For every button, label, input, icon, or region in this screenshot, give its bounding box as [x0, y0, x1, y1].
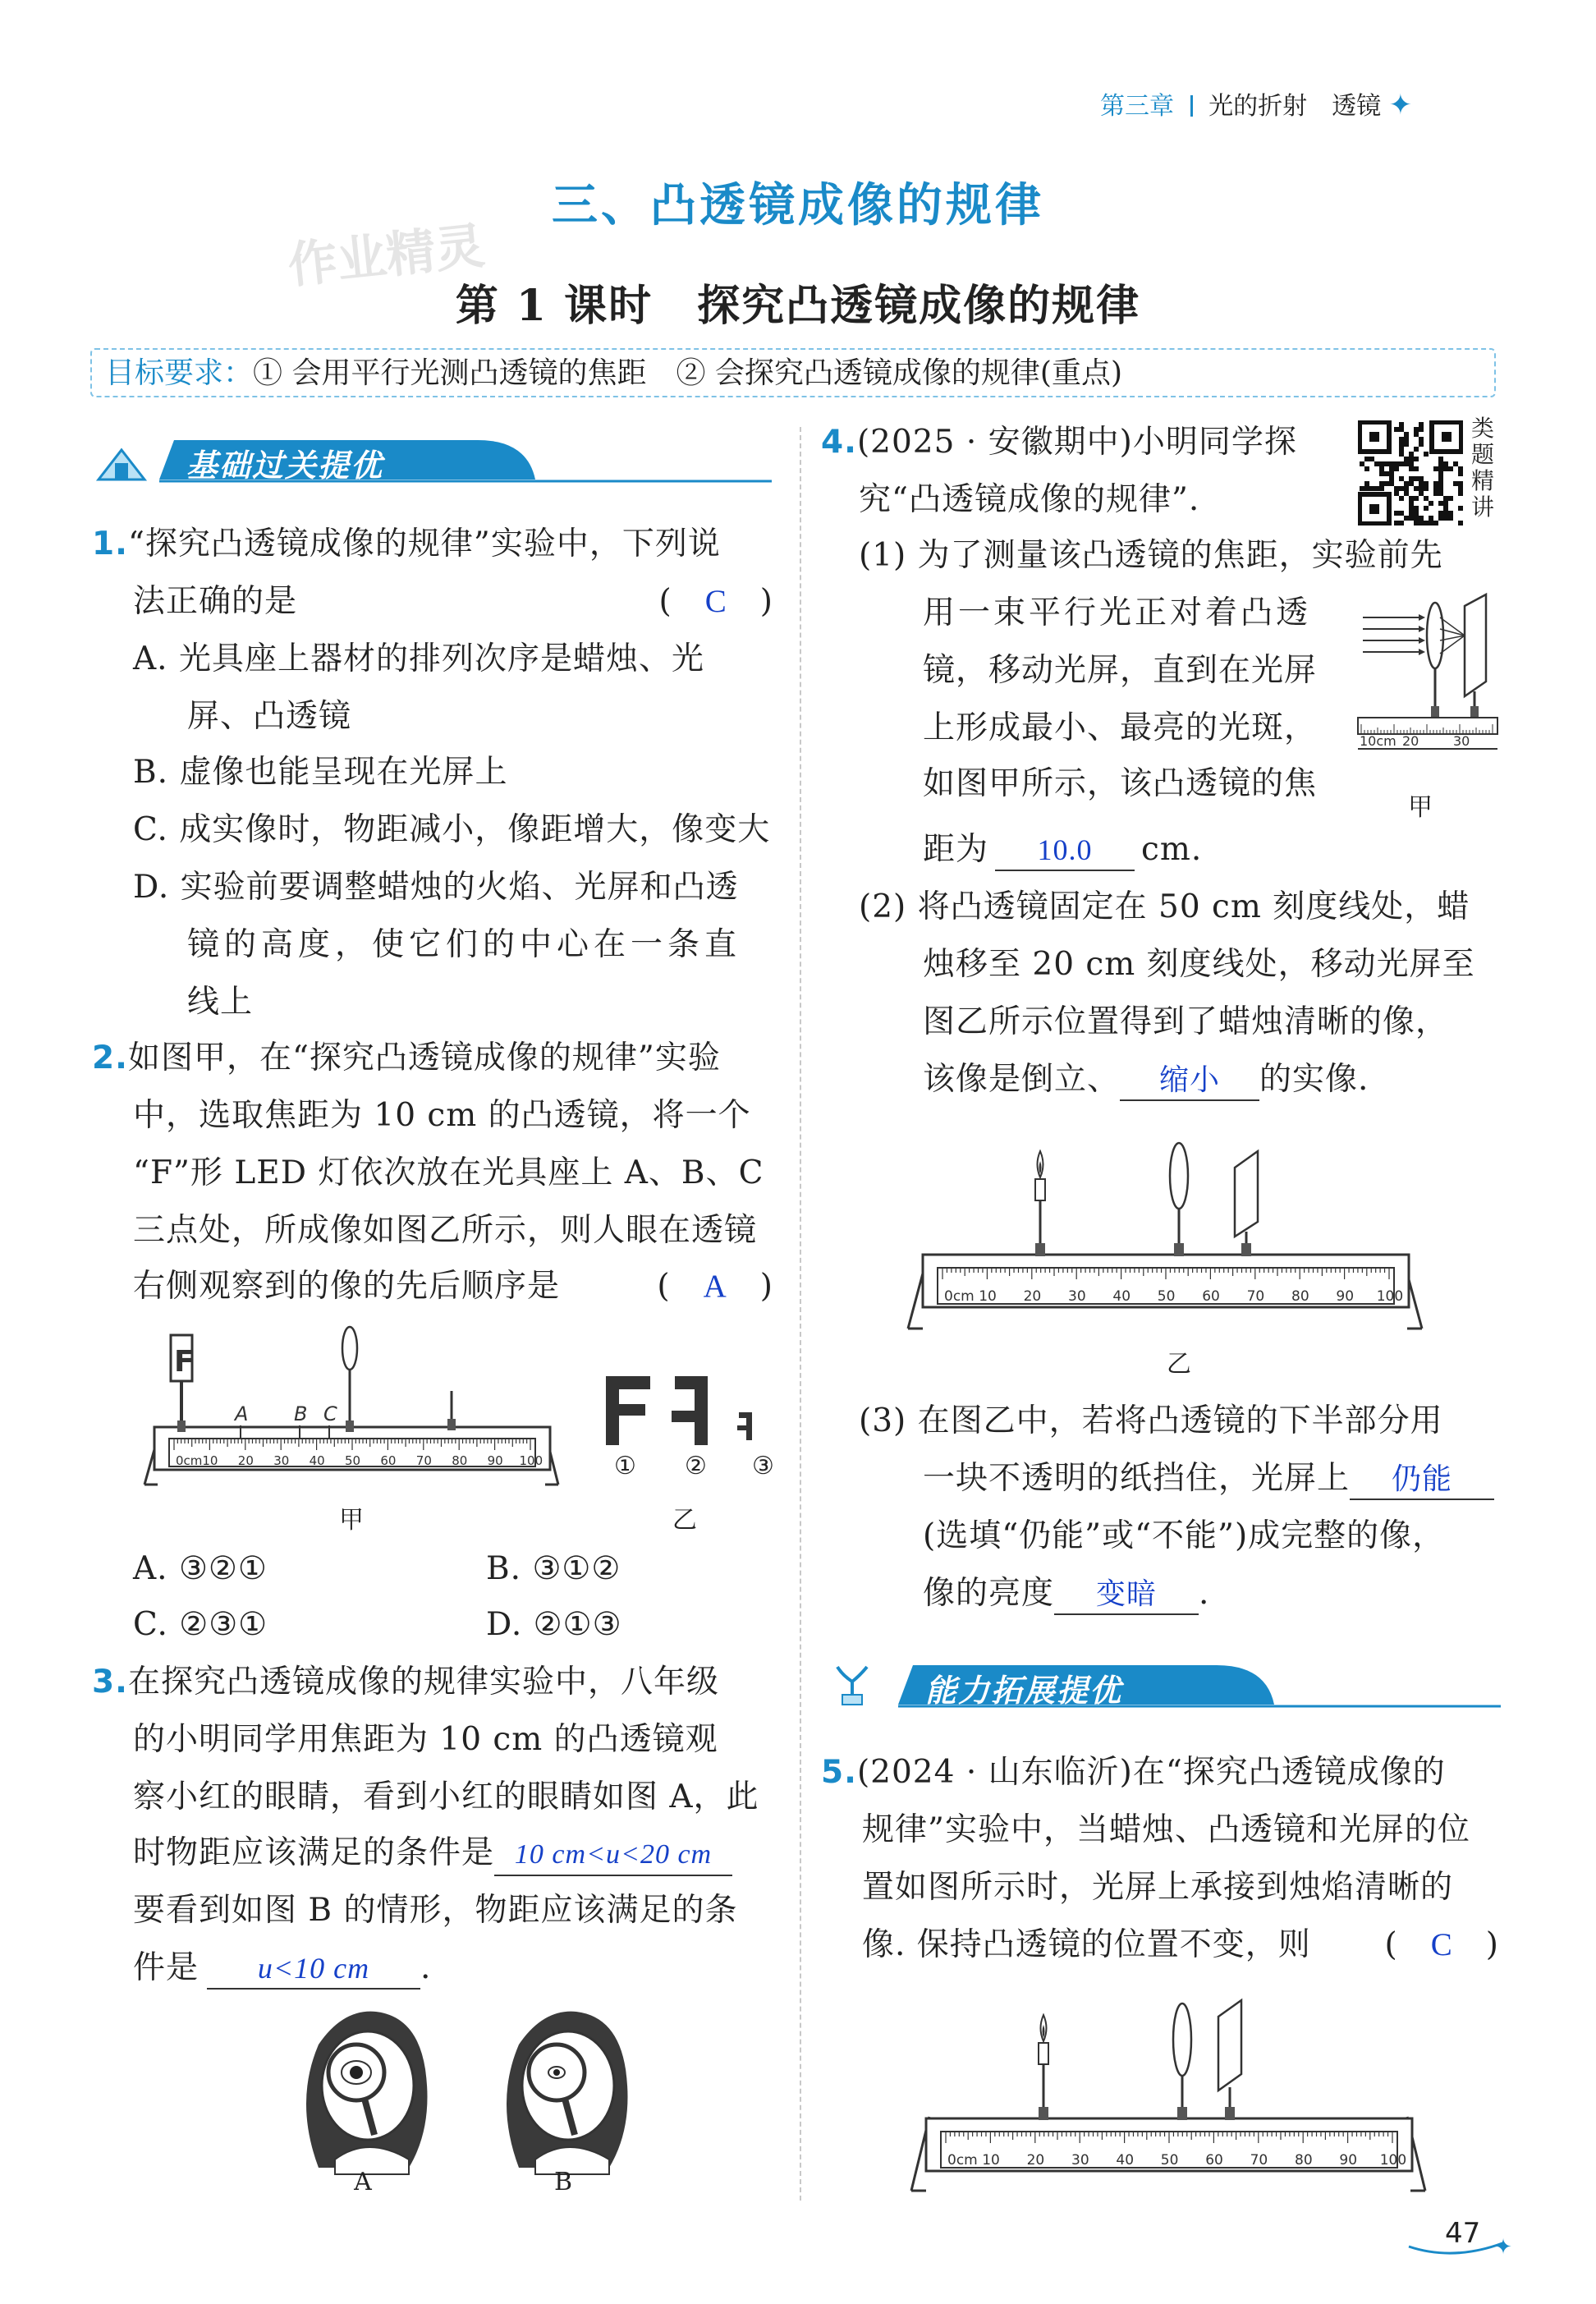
ruler-label: 10 [979, 1288, 997, 1305]
q3-text-6b: . [420, 1949, 432, 1986]
qr-module [1360, 461, 1364, 466]
q4-p1-line4: 上形成最小、最亮的光斑， [923, 709, 1318, 746]
banner-advanced-label: 能力拓展提优 [925, 1673, 1123, 1709]
q1-optC: C. 成实像时，物距减小，像距增大，像变大 [133, 811, 771, 848]
qr-label: 类题精讲 [1471, 415, 1495, 521]
q1-answer-parens: ( C ) [658, 583, 773, 620]
qr-module [1414, 476, 1419, 481]
q4-jia-tick-30: 30 [1453, 733, 1470, 749]
ruler-label: 60 [1202, 1288, 1220, 1305]
ruler-label: 60 [380, 1453, 397, 1468]
q4-yi-screen [1235, 1151, 1258, 1237]
q3-line2: 的小明同学用焦距为 10 cm 的凸透镜观 [133, 1721, 718, 1758]
qr-module [1399, 476, 1404, 481]
svg-text:F: F [174, 1345, 195, 1379]
qr-module [1399, 496, 1404, 501]
ruler-label: 80 [1295, 2152, 1313, 2169]
qr-module [1404, 516, 1409, 521]
page-sparkle-icon: ✦ [1494, 2235, 1512, 2260]
q4-p3-text-4b: . [1199, 1575, 1210, 1612]
q4-p3-line2 [923, 1450, 1494, 1508]
banner-basic [92, 435, 772, 483]
qr-module [1369, 457, 1374, 461]
q2-image-labels [614, 1452, 774, 1480]
page-number-text: 47 [1445, 2217, 1481, 2250]
q4-p1-line5: 如图甲所示，该凸透镜的焦 [923, 765, 1318, 802]
image-2-f [672, 1376, 708, 1445]
q4-line2: 究“凸透镜成像的规律”. [859, 481, 1200, 518]
qr-module [1424, 506, 1429, 511]
qr-module [1399, 521, 1404, 526]
qr-module [1374, 486, 1379, 491]
qr-module [1438, 511, 1443, 516]
qr-module [1369, 486, 1374, 491]
qr-module [1458, 481, 1463, 486]
topic-label: 光的折射 透镜 [1208, 92, 1382, 121]
qr-module [1399, 452, 1404, 457]
qr-module [1404, 486, 1409, 491]
qr-module [1409, 457, 1414, 461]
ruler-label: 70 [415, 1453, 432, 1468]
qr-module [1448, 466, 1453, 471]
q4-p1-line6 [923, 821, 1202, 879]
q1-text-1: “探究凸透镜成像的规律”实验中，下列说 [127, 526, 721, 562]
ruler-label: 70 [1250, 2152, 1268, 2169]
q4-fig-yi-label: 乙 [1167, 1350, 1191, 1379]
qr-module [1448, 511, 1453, 516]
q4-p2-line4 [923, 1051, 1369, 1108]
ruler-label: 80 [452, 1453, 468, 1468]
q4-p3-line4 [923, 1565, 1209, 1622]
q3-number: 3. [92, 1664, 128, 1700]
ruler-label: 90 [1339, 2152, 1358, 2169]
q5-screen [1218, 2000, 1241, 2091]
image-3-f [737, 1412, 752, 1440]
q2-fig-yi-label: 乙 [672, 1506, 697, 1535]
q4-jia-tick-10: 10cm [1360, 733, 1396, 749]
qr-module [1404, 481, 1409, 486]
q1-line1 [92, 516, 721, 573]
q2-optD: D. ②①③ [486, 1606, 622, 1643]
qr-module [1404, 437, 1409, 442]
q3-eye-figure-a [286, 2003, 442, 2176]
qr-module [1389, 466, 1394, 471]
q4-p3-text-4a: 像的亮度 [923, 1575, 1055, 1612]
qr-module [1379, 466, 1384, 471]
qr-module [1384, 471, 1389, 476]
q2-optA: A. ③②① [133, 1550, 268, 1587]
qr-module [1414, 457, 1419, 461]
qr-module [1399, 447, 1404, 452]
qr-module [1409, 501, 1414, 506]
qr-module [1438, 516, 1443, 521]
q4-p2-line1: (2) 将凸透镜固定在 50 cm 刻度线处，蜡 [859, 888, 1470, 925]
q4-answer-1: 10.0 [995, 830, 1135, 871]
q4-jia-tick-20: 20 [1402, 733, 1419, 749]
header-divider [1190, 95, 1193, 117]
goals-label: 目标要求： [105, 356, 254, 390]
point-label-c: C [323, 1402, 337, 1425]
watermark: 作业精灵 [285, 217, 488, 296]
q4-answer-2: 缩小 [1120, 1060, 1259, 1101]
q4-p1-text-6b: cm. [1141, 831, 1203, 868]
q1-optB: B. 虚像也能呈现在光屏上 [133, 754, 508, 791]
qr-module [1458, 491, 1463, 496]
image-label-3: ③ [752, 1452, 774, 1480]
qr-module [1384, 481, 1389, 486]
q3-eye-figure-b [486, 2003, 642, 2176]
q3-text-1: 在探究凸透镜成像的规律实验中，八年级 [127, 1664, 719, 1700]
qr-module [1399, 437, 1404, 442]
qr-module [1374, 461, 1379, 466]
qr-module [1394, 521, 1399, 526]
qr-module [1414, 496, 1419, 501]
qr-module [1443, 506, 1448, 511]
ruler-label: 60 [1205, 2152, 1223, 2169]
ruler-label: 90 [487, 1453, 503, 1468]
section-title: 三、凸透镜成像的规律 [552, 178, 1044, 232]
q2-line3: “F”形 LED 灯依次放在光具座上 A、B、C [133, 1154, 764, 1191]
qr-module [1394, 427, 1399, 432]
q4-yi-lens [1170, 1143, 1188, 1209]
qr-module [1414, 432, 1419, 437]
image-label-1: ① [614, 1452, 636, 1480]
q4-p2-line3: 图乙所示位置得到了蜡烛清晰的像， [923, 1003, 1449, 1040]
ruler-label: 50 [1157, 1288, 1176, 1305]
qr-module [1389, 481, 1394, 486]
qr-module [1443, 466, 1448, 471]
qr-module [1458, 471, 1463, 476]
q4-p1-line1: (1) 为了测量该凸透镜的焦距，实验前先 [859, 537, 1443, 574]
ruler-label: 20 [1023, 1288, 1042, 1305]
qr-module [1409, 496, 1414, 501]
q2-number: 2. [92, 1040, 128, 1076]
qr-module [1419, 491, 1424, 496]
q2-optical-bench-figure [138, 1324, 565, 1504]
q4-answer-4: 变暗 [1054, 1574, 1199, 1615]
qr-module [1458, 466, 1463, 471]
qr-module [1399, 461, 1404, 466]
qr-module [1438, 491, 1443, 496]
sparkle-icon: ✦ [1388, 89, 1413, 122]
qr-module [1458, 521, 1463, 526]
q1-optD-line2: 镜的高度，使它们的中心在一条直 [187, 926, 742, 963]
ruler-label: 0cm [947, 2152, 978, 2169]
chapter-label: 第三章 [1100, 92, 1174, 121]
qr-module [1424, 452, 1429, 457]
lesson-title: 第 1 课时 探究凸透镜成像的规律 [455, 281, 1141, 331]
ruler-label: 30 [1068, 1288, 1086, 1305]
qr-module [1404, 457, 1409, 461]
qr-module [1409, 506, 1414, 511]
q4-fig-jia-label: 甲 [1408, 793, 1433, 822]
point-label-a: A [235, 1402, 249, 1425]
qr-module [1389, 476, 1394, 481]
qr-module [1379, 461, 1384, 466]
qr-module [1443, 461, 1448, 466]
q5-answer: C [1430, 1927, 1453, 1962]
qr-module [1438, 471, 1443, 476]
candle [1035, 1179, 1045, 1200]
q1-answer: C [704, 584, 727, 619]
qr-module [1409, 481, 1414, 486]
q3-text-6a: 件是 [133, 1949, 200, 1986]
qr-module [1433, 491, 1438, 496]
qr-module [1399, 427, 1404, 432]
q2-answer-parens: ( A ) [657, 1268, 773, 1305]
qr-module [1438, 461, 1443, 466]
q4-text-1: (2025 · 安徽期中)小明同学探 [856, 424, 1297, 461]
q1-optD-line3: 线上 [187, 984, 254, 1021]
point-label-b: B [294, 1402, 308, 1425]
qr-module [1438, 466, 1443, 471]
q1-optA-line1: A. 光具座上器材的排列次序是蜡烛、光 [133, 640, 704, 677]
qr-module [1419, 516, 1424, 521]
qr-module [1453, 461, 1458, 466]
candle [1039, 2043, 1048, 2064]
q4-screen [1465, 594, 1486, 696]
q4-p2-line2: 烛移至 20 cm 刻度线处，移动光屏至 [923, 946, 1475, 983]
qr-module [1458, 506, 1463, 511]
qr-module [1409, 516, 1414, 521]
image-label-2: ② [685, 1452, 707, 1480]
qr-module [1433, 481, 1438, 486]
page-header [1100, 85, 1412, 122]
q5-answer-parens: ( C ) [1384, 1926, 1499, 1963]
qr-module [1458, 486, 1463, 491]
qr-module [1414, 521, 1419, 526]
q4-p1-text-6a: 距为 [923, 831, 989, 868]
q2-optB: B. ③①② [486, 1550, 621, 1587]
banner-basic-label: 基础过关提优 [186, 447, 384, 484]
qr-module [1414, 427, 1419, 432]
ruler-label: 80 [1291, 1288, 1309, 1305]
qr-module [1438, 476, 1443, 481]
qr-module [1443, 516, 1448, 521]
qr-module [1443, 496, 1448, 501]
q2-line5 [133, 1258, 773, 1315]
qr-module [1448, 516, 1453, 521]
qr-module [1404, 461, 1409, 466]
qr-module [1394, 461, 1399, 466]
qr-module [1453, 481, 1458, 486]
qr-module [1389, 471, 1394, 476]
qr-module [1394, 466, 1399, 471]
qr-module [1399, 486, 1404, 491]
qr-module [1443, 501, 1448, 506]
q5-text-1: (2024 · 山东临沂)在“探究凸透镜成像的 [856, 1754, 1446, 1791]
qr-module [1414, 466, 1419, 471]
ruler-label: 0cm [176, 1453, 203, 1468]
ruler-label: 10 [982, 2152, 1000, 2169]
q2-answer: A [703, 1269, 727, 1304]
goals-box [90, 348, 1496, 397]
qr-module [1414, 447, 1419, 452]
q5-text-4: 像. 保持凸透镜的位置不变，则 [862, 1926, 1311, 1963]
qr-module [1414, 486, 1419, 491]
qr-module [1419, 486, 1424, 491]
qr-module [1419, 427, 1424, 432]
q3-line1 [92, 1654, 719, 1711]
qr-module [1409, 461, 1414, 466]
qr-module [1364, 457, 1369, 461]
qr-module [1433, 466, 1438, 471]
qr-module [1404, 432, 1409, 437]
qr-module [1419, 422, 1424, 427]
qr-module [1438, 481, 1443, 486]
q4-answer-3: 仍能 [1350, 1459, 1494, 1500]
q5-line2: 规律”实验中，当蜡烛、凸透镜和光屏的位 [862, 1811, 1470, 1848]
qr-module [1409, 476, 1414, 481]
qr-module [1419, 481, 1424, 486]
q5-lens [1173, 2003, 1191, 2076]
q3-line6 [133, 1939, 431, 1997]
qr-module [1384, 461, 1389, 466]
q2-line2: 中，选取焦距为 10 cm 的凸透镜，将一个 [133, 1097, 751, 1134]
ruler-label: 40 [309, 1453, 325, 1468]
ruler-label: 30 [273, 1453, 290, 1468]
banner-advanced [831, 1660, 1501, 1708]
ruler-label: 0cm [944, 1288, 975, 1305]
q2-line4: 三点处，所成像如图乙所示，则人眼在透镜 [133, 1212, 758, 1249]
qr-module [1394, 486, 1399, 491]
q4-p2-text-4b: 的实像. [1259, 1061, 1369, 1098]
q4-p1-line3: 镜，移动光屏，直到在光屏 [923, 652, 1318, 689]
qr-module [1438, 457, 1443, 461]
q3-answer-1: 10 cm<u<20 cm [494, 1835, 732, 1876]
qr-module [1414, 511, 1419, 516]
ruler-label: 50 [345, 1453, 361, 1468]
image-1-f [606, 1376, 650, 1445]
qr-module [1360, 486, 1364, 491]
ruler-label: 30 [1071, 2152, 1089, 2169]
ruler-label: 20 [1026, 2152, 1045, 2169]
q4-p3-line3: (选填“仍能”或“不能”)成完整的像， [923, 1517, 1446, 1554]
qr-module [1379, 471, 1384, 476]
qr-module [1389, 461, 1394, 466]
q5-line3: 置如图所示时，光屏上承接到烛焰清晰的 [862, 1869, 1454, 1906]
qr-module [1419, 442, 1424, 447]
ruler-label: 40 [1112, 1288, 1131, 1305]
q4-p2-text-4a: 该像是倒立、 [923, 1061, 1121, 1098]
qr-module [1443, 511, 1448, 516]
qr-module [1404, 491, 1409, 496]
ruler-label: 70 [1246, 1288, 1265, 1305]
q4-focal-length-figure [1355, 590, 1502, 778]
ruler-label: 50 [1160, 2152, 1179, 2169]
q1-optD-line1: D. 实验前要调整蜡烛的火焰、光屏和凸透 [133, 869, 739, 906]
qr-module [1419, 437, 1424, 442]
q5-number: 5. [821, 1754, 857, 1791]
convex-lens [342, 1327, 357, 1370]
qr-module [1414, 516, 1419, 521]
ruler-label: 40 [1116, 2152, 1135, 2169]
goals-text: ① 会用平行光测凸透镜的焦距 ② 会探究凸透镜成像的规律(重点) [253, 356, 1122, 390]
q1-optA-line2: 屏、凸透镜 [187, 698, 352, 735]
q5-optical-bench-figure [906, 1995, 1432, 2201]
q1-line2 [133, 573, 773, 631]
qr-module [1433, 521, 1438, 526]
qr-module [1429, 501, 1433, 506]
q3-line4 [133, 1824, 732, 1882]
q3-fig-a-label: A [354, 2168, 372, 2196]
page-number [1412, 2217, 1512, 2260]
qr-module [1429, 521, 1433, 526]
q3-fig-b-label: B [553, 2168, 573, 2196]
ruler-label: 10 [202, 1453, 218, 1468]
qr-module [1364, 486, 1369, 491]
qr-module [1394, 511, 1399, 516]
qr-module [1429, 516, 1433, 521]
ruler-label: 90 [1336, 1288, 1355, 1305]
q2-fig-jia-label: 甲 [339, 1506, 364, 1535]
ruler-label: 20 [237, 1453, 254, 1468]
q2-text-1: 如图甲，在“探究凸透镜成像的规律”实验 [127, 1040, 721, 1076]
q3-text-4: 时物距应该满足的条件是 [133, 1834, 495, 1871]
q2-optC: C. ②③① [133, 1606, 268, 1643]
qr-module [1419, 476, 1424, 481]
column-divider [800, 427, 801, 2201]
q4-lens [1427, 603, 1443, 668]
q5-line4 [862, 1916, 1499, 1974]
q5-line1 [821, 1744, 1446, 1801]
qr-code[interactable] [1358, 420, 1463, 526]
q3-line3: 察小红的眼睛，看到小红的眼睛如图 A，此 [133, 1778, 759, 1815]
q2-text-5: 右侧观察到的像的先后顺序是 [133, 1268, 561, 1305]
qr-module [1414, 506, 1419, 511]
qr-module [1379, 486, 1384, 491]
qr-module [1433, 486, 1438, 491]
qr-module [1409, 511, 1414, 516]
qr-module [1394, 491, 1399, 496]
q4-line1 [821, 414, 1297, 471]
qr-module [1364, 466, 1369, 471]
q4-optical-bench-figure [903, 1140, 1429, 1337]
qr-module [1379, 481, 1384, 486]
q3-answer-2: u<10 cm [207, 1948, 420, 1990]
q1-number: 1. [92, 526, 128, 562]
q3-line5: 要看到如图 B 的情形，物距应该满足的条 [133, 1892, 738, 1929]
qr-module [1424, 481, 1429, 486]
q1-text-2: 法正确的是 [133, 583, 298, 620]
q4-p1-line2: 用一束平行光正对着凸透 [923, 594, 1312, 631]
qr-module [1409, 466, 1414, 471]
qr-module [1419, 521, 1424, 526]
ruler-label: 100 [1376, 1288, 1404, 1305]
qr-module [1424, 521, 1429, 526]
q4-number: 4. [821, 424, 857, 461]
qr-module [1438, 501, 1443, 506]
qr-module [1424, 486, 1429, 491]
ruler-label: 100 [1379, 2152, 1407, 2169]
q4-p3-text-2a: 一块不透明的纸挡住，光屏上 [923, 1460, 1351, 1497]
qr-module [1404, 442, 1409, 447]
ruler-label: 100 [519, 1453, 543, 1468]
qr-module [1399, 511, 1404, 516]
qr-module [1399, 422, 1404, 427]
qr-module [1399, 442, 1404, 447]
qr-module [1364, 481, 1369, 486]
qr-module [1424, 496, 1429, 501]
qr-module [1438, 486, 1443, 491]
q2-line1 [92, 1030, 721, 1087]
qr-module [1409, 452, 1414, 457]
qr-module [1448, 496, 1453, 501]
q4-p3-line1: (3) 在图乙中，若将凸透镜的下半部分用 [859, 1402, 1443, 1439]
